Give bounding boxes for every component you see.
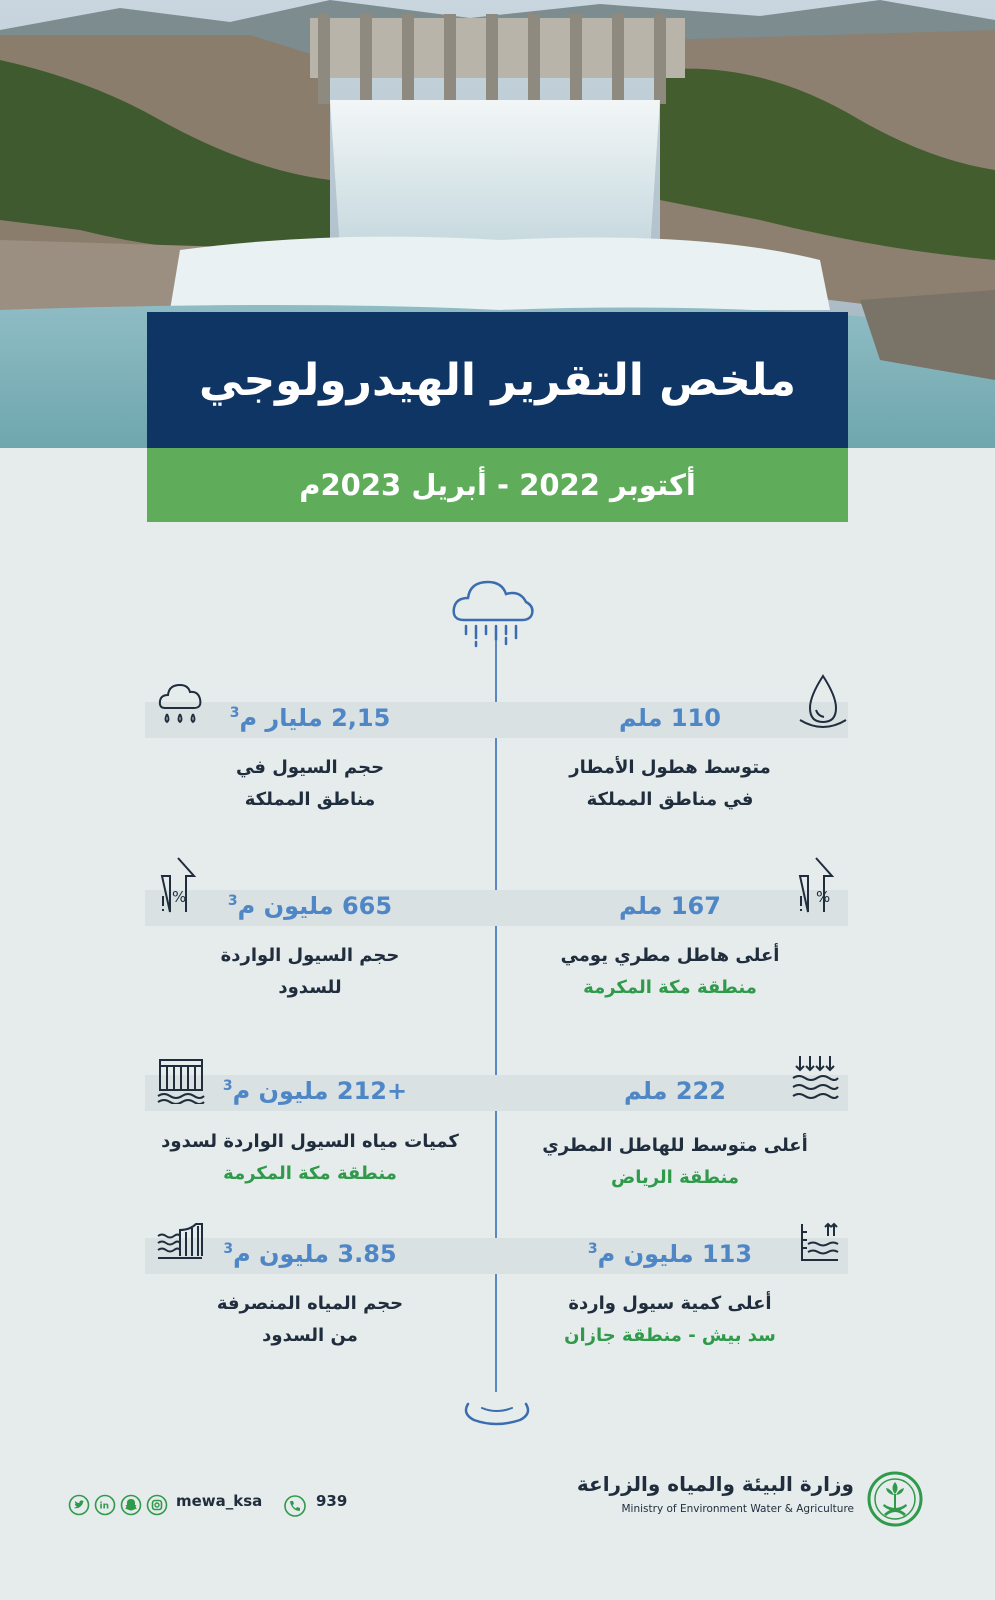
- social-handle[interactable]: mewa_ksa: [176, 1492, 263, 1510]
- rain-cloud-top-icon: [450, 574, 536, 654]
- svg-text:in: in: [99, 1501, 109, 1512]
- ministry-name-english: Ministry of Environment Water & Agriculture: [621, 1503, 854, 1515]
- stat-label-flood-volume: حجم السيول في مناطق المملكة: [235, 757, 385, 810]
- ministry-logo: [866, 1470, 924, 1528]
- dam-gates-icon: [156, 1056, 206, 1104]
- rain-cloud-icon: [157, 680, 203, 728]
- phone-number[interactable]: 939: [316, 1492, 348, 1510]
- water-drop-icon: [796, 672, 850, 736]
- stat-value-released-water: 3.85 مليون م$^3$: [223, 1240, 397, 1268]
- stat-label-max-daily-rain: أعلى هاطل مطري يومي منطقة مكة المكرمة: [560, 945, 780, 998]
- percent-arrow-icon-2: [158, 856, 198, 916]
- dam-spillway-icon: [156, 1222, 204, 1262]
- svg-text:%: %: [816, 888, 831, 906]
- stat-label-max-inflow-dam: أعلى كمية سيول واردة سد بيش - منطقة جازان: [564, 1293, 776, 1346]
- ministry-name-arabic: وزارة البيئة والمياه والزراعة: [576, 1472, 854, 1496]
- stat-label-rainfall-avg: متوسط هطول الأمطار في مناطق المملكة: [569, 757, 771, 810]
- stat-value-max-inflow-dam: 113 مليون م$^3$: [587, 1240, 753, 1268]
- timeline-line: [495, 640, 497, 1392]
- stat-value-dam-inflow: 665 مليون م$^3$: [227, 892, 393, 920]
- instagram-icon[interactable]: [146, 1494, 168, 1516]
- twitter-icon[interactable]: [68, 1494, 90, 1516]
- stat-label-released-water: حجم المياه المنصرفة من السدود: [216, 1293, 404, 1346]
- svg-text:%: %: [172, 888, 187, 906]
- social-icons: [68, 1494, 168, 1518]
- stat-value-makkah-dam-inflow: +212 مليون م$^3$: [222, 1077, 408, 1105]
- snapchat-icon[interactable]: [120, 1494, 142, 1516]
- period-banner: [147, 448, 848, 522]
- water-level-icon: [798, 1222, 842, 1264]
- stat-value-max-avg-rain: 222 ملم: [624, 1077, 726, 1105]
- stat-label-dam-inflow: حجم السيول الواردة للسدود: [220, 945, 400, 998]
- stat-value-flood-volume: 2,15 مليار م$^3$: [229, 704, 391, 732]
- rain-waves-icon: [790, 1054, 840, 1104]
- percent-arrow-icon: [796, 856, 836, 916]
- water-splash-icon: [460, 1394, 534, 1428]
- stat-label-makkah-dam-inflow: كميات مياه السيول الواردة لسدود منطقة مكة المكرمة: [161, 1131, 459, 1184]
- stat-value-max-daily-rain: 167 ملم: [619, 892, 721, 920]
- report-title-banner: [147, 312, 848, 448]
- stat-value-rainfall-avg: 110 ملم: [619, 704, 721, 732]
- phone-icon: [283, 1494, 307, 1518]
- linkedin-icon[interactable]: [94, 1494, 116, 1516]
- page-title: ملخص التقرير الهيدرولوجي: [198, 354, 797, 406]
- stat-label-max-avg-rain: أعلى متوسط للهاطل المطري منطقة الرياض: [542, 1135, 808, 1188]
- report-period: أكتوبر 2022 - أبريل 2023م: [299, 468, 696, 502]
